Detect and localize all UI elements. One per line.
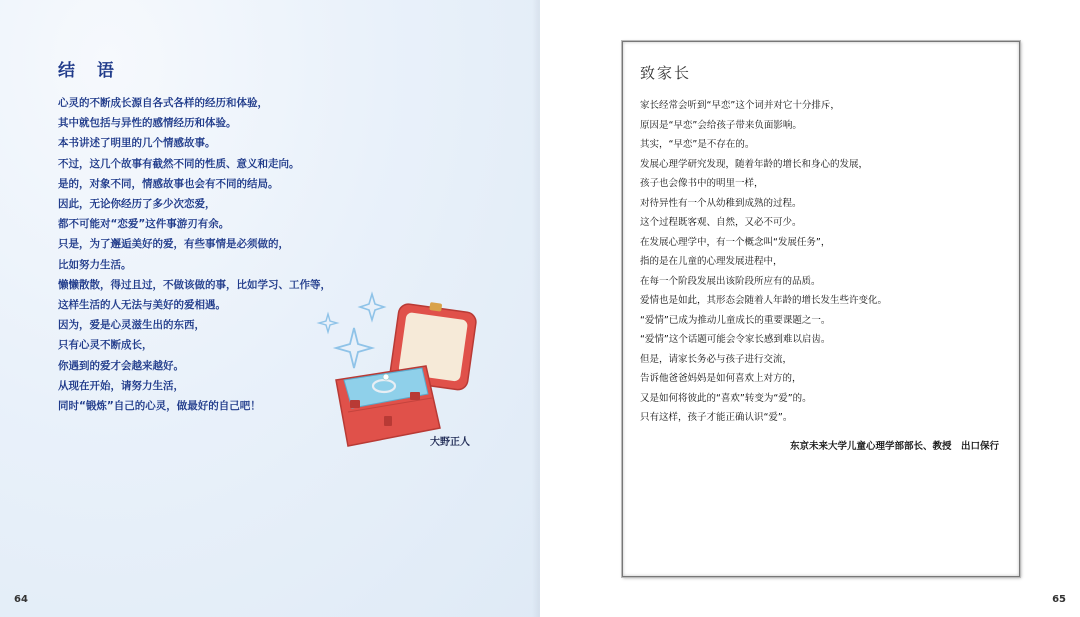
- text-line: 懒懒散散，得过且过，不做该做的事，比如学习、工作等，: [58, 278, 331, 291]
- letter-body: [640, 96, 1010, 428]
- text-line: 都不可能对“恋爱”这件事游刃有余。: [58, 218, 230, 231]
- text-line: 是的，对象不同，情感故事也会有不同的结局。: [58, 177, 279, 190]
- text-line: 发展心理学研究发现，随着年龄的增长和身心的发展，: [640, 158, 869, 170]
- text-line: 不过，这几个故事有截然不同的性质、意义和走向。: [58, 157, 300, 170]
- letter-title: 致家长: [640, 64, 692, 82]
- text-line: 只是，为了邂逅美好的爱，有些事情是必须做的，: [58, 238, 289, 251]
- author-name: 大野正人: [430, 437, 470, 448]
- text-line: 在每一个阶段发展出该阶段所应有的品质。: [640, 275, 821, 287]
- text-line: 又是如何将彼此的“喜欢”转变为“爱”的。: [640, 392, 812, 404]
- text-line: 本书讲述了明里的几个情感故事。: [58, 137, 216, 150]
- text-line: 其中就包括与异性的感情经历和体验。: [58, 117, 237, 130]
- letter-to-parents: [622, 41, 1020, 577]
- text-line: 这样生活的人无法与美好的爱相遇。: [58, 299, 226, 312]
- text-line: 家长经常会听到“早恋”这个词并对它十分排斥，: [640, 100, 840, 111]
- text-line: 因为，爱是心灵滋生出的东西，: [58, 319, 205, 332]
- text-line: “爱情”这个话题可能会令家长感到难以启齿。: [640, 334, 831, 345]
- text-line: 但是，请家长务必与孩子进行交流，: [640, 353, 793, 365]
- sparkle-icon: [336, 328, 372, 368]
- text-line: 告诉他爸爸妈妈是如何喜欢上对方的，: [640, 373, 802, 384]
- text-line: 在发展心理学中，有一个概念叫“发展任务”，: [640, 236, 831, 248]
- text-line: 这个过程既客观、自然，又必不可少。: [640, 217, 802, 228]
- sparkle-icon: [360, 294, 384, 320]
- text-line: 从现在开始，请努力生活，: [58, 379, 184, 392]
- text-line: 因此，无论你经历了多少次恋爱，: [58, 198, 216, 211]
- letter-signature: 东京未来大学儿童心理学部部长、教授 出口保行: [789, 441, 999, 452]
- text-line: 爱情也是如此，其形态会随着人年龄的增长发生些许变化。: [640, 295, 888, 306]
- text-line: 心灵的不断成长源自各式各样的经历和体验，: [58, 97, 268, 109]
- text-line: 只有心灵不断成长，: [58, 339, 153, 352]
- page-number: 64: [14, 594, 28, 605]
- page-number: 65: [1052, 594, 1066, 605]
- sparkle-icon: [319, 314, 337, 332]
- text-line: 对待异性有一个从幼稚到成熟的过程。: [640, 197, 802, 209]
- text-line: 只有这样，孩子才能正确认识“爱”。: [640, 412, 793, 423]
- text-line: “爱情”已成为推动儿童成长的重要课题之一。: [640, 314, 831, 326]
- page-title: 结 语: [58, 61, 122, 81]
- text-line: 比如努力生活。: [58, 258, 132, 271]
- text-line: 孩子也会像书中的明里一样，: [640, 178, 764, 189]
- text-line: 其实，“早恋”是不存在的。: [640, 139, 755, 150]
- text-line: 同时“锻炼”自己的心灵，做最好的自己吧！: [58, 400, 261, 413]
- text-line: 你遇到的爱才会越来越好。: [58, 359, 184, 372]
- text-line: 指的是在儿童的心理发展进程中，: [640, 256, 783, 267]
- text-line: 原因是“早恋”会给孩子带来负面影响。: [640, 119, 802, 131]
- conclusion-text: [58, 93, 358, 416]
